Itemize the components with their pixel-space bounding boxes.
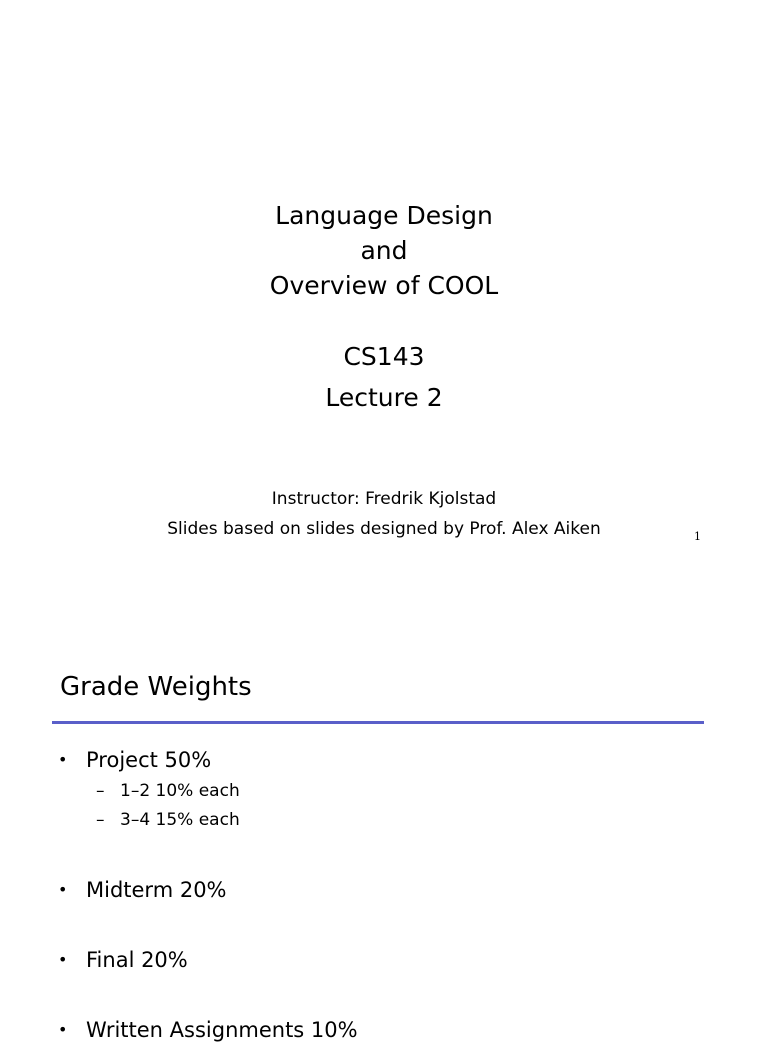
page-number: 1 [694, 530, 701, 543]
bullet-item [58, 1015, 358, 1045]
sub-bullet-item: – 1–2 10% each [96, 777, 358, 806]
credits [0, 484, 768, 544]
bullet-item [58, 945, 358, 975]
bullet-text: Written Assignments 10% [86, 1018, 358, 1042]
slide-grade-weights [0, 600, 768, 1042]
bullet-item [58, 745, 358, 835]
bullet-text: Final 20% [86, 948, 188, 972]
title-line-2: and [360, 236, 408, 265]
course-info [0, 336, 768, 418]
bullet-text: Project 50% [86, 748, 212, 772]
instructor-line: Instructor: Fredrik Kjolstad [271, 489, 497, 509]
title-line-3: Overview of COOL [269, 271, 499, 300]
heading-rule [52, 721, 704, 724]
sub-bullet-list [86, 777, 358, 835]
slide-title-heading [0, 198, 768, 303]
course-code: CS143 [343, 342, 425, 371]
slides-credit-line: Slides based on slides designed by Prof. Alex Aiken [167, 519, 601, 539]
bullet-list [58, 745, 358, 1045]
sub-bullet-item: – 3–4 15% each [96, 806, 358, 835]
title-line-1: Language Design [275, 201, 493, 230]
slide-heading: Grade Weights [60, 672, 252, 702]
bullet-item [58, 875, 358, 905]
lecture-number: Lecture 2 [325, 383, 443, 412]
bullet-text: Midterm 20% [86, 878, 227, 902]
